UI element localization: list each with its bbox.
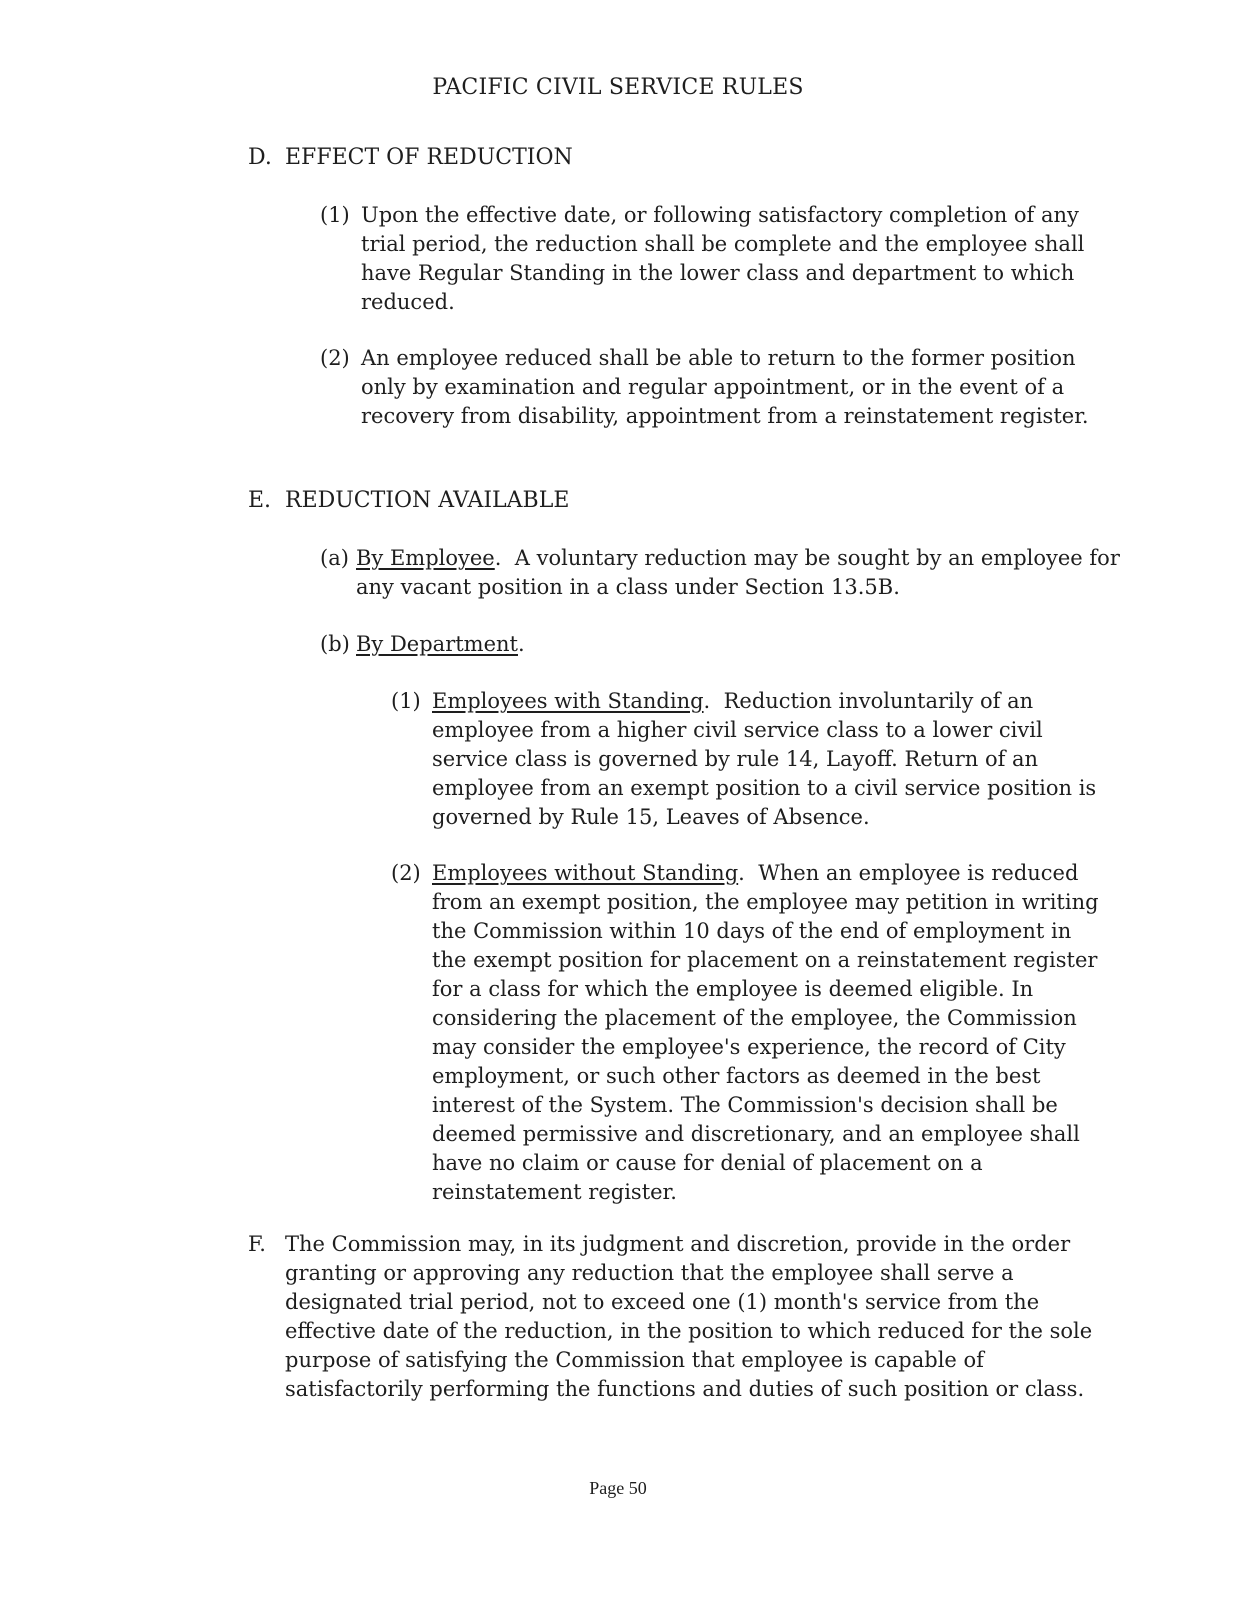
item-b-title: By Department	[356, 632, 518, 656]
item-text: An employee reduced shall be able to return to the former position only by examination and regular appointment, or in the event of a recovery from disability, appointment from a reinstatement register.	[361, 346, 1089, 428]
item-title: Employees with Standing	[432, 689, 704, 713]
section-e-title: REDUCTION AVAILABLE	[285, 488, 570, 513]
section-f-marker: F.	[248, 1232, 266, 1256]
section-d-heading	[248, 143, 573, 172]
section-d-title: EFFECT OF REDUCTION	[285, 145, 573, 170]
item-text: Reduction involuntarily of an employee from a higher civil service class to a lower civil service class is governed by rule 14, Layoff. Return of an employee from an exempt position to a civil service position is governed by Rule 15, Leaves of Absence.	[432, 689, 1097, 829]
section-d-item-2	[320, 344, 1120, 431]
section-e-b-item-2	[391, 859, 1111, 1207]
item-body: By Employee. A voluntary reduction may be sought by an employee for any vacant position in a class under Section 13.5B.	[356, 546, 1120, 599]
item-text: When an employee is reduced from an exempt position, the employee may petition in writing the Commission within 10 days of the end of employment in the exempt position for placement on a reinstatement register for a class for which the employee is deemed eligible. In considering the placement of the employee, the Commission may consider the employee's experience, the record of City employment, or such other factors as deemed in the best interest of the System. The Commission's decision shall be deemed permissive and discretionary, and an employee shall have no claim or cause for denial of placement on a reinstatement register.	[432, 861, 1099, 1204]
section-d-item-1	[320, 201, 1120, 317]
item-marker: (b)	[320, 632, 350, 656]
section-e-item-b	[320, 630, 1120, 659]
section-e-b-item-1	[391, 687, 1111, 832]
section-f-paragraph	[248, 1230, 1120, 1404]
page-header-title: PACIFIC CIVIL SERVICE RULES	[432, 75, 804, 100]
item-body: By Department.	[356, 632, 525, 656]
section-e-marker: E.	[248, 488, 272, 513]
section-e-item-a	[320, 544, 1120, 602]
item-marker: (a)	[320, 546, 349, 570]
section-d-marker: D.	[248, 145, 272, 170]
section-f-text: The Commission may, in its judgment and discretion, provide in the order granting or approving any reduction that the employee shall serve a designated trial period, not to exceed one (1) month's service from the effective date of the reduction, in the position to which reduced for the sole purpose of satisfying the Commission that employee is capable of satisfactorily performing the functions and duties of such position or class.	[285, 1232, 1093, 1401]
item-a-text: A voluntary reduction may be sought by an employee for any vacant position in a class under Section 13.5B.	[356, 546, 1120, 599]
item-marker: (2)	[320, 346, 350, 370]
section-e-heading	[248, 486, 569, 515]
item-body: Employees with Standing. Reduction involuntarily of an employee from a higher civil service class to a lower civil service class is governed by rule 14, Layoff. Return of an employee from an exempt position to a civil service position is governed by Rule 15, Leaves of Absence.	[432, 689, 1097, 829]
page-number: Page 50	[589, 1478, 647, 1498]
item-marker: (1)	[391, 689, 421, 713]
item-title: Employees without Standing	[432, 861, 739, 885]
item-body: Employees without Standing. When an employee is reduced from an exempt position, the employee may petition in writing the Commission within 10 days of the end of employment in the exempt position for placement on a reinstatement register for a class for which the employee is deemed eligible. In considering the placement of the employee, the Commission may consider the employee's experience, the record of City employment, or such other factors as deemed in the best interest of the System. The Commission's decision shall be deemed permissive and discretionary, and an employee shall have no claim or cause for denial of placement on a reinstatement register.	[432, 861, 1099, 1204]
item-a-title: By Employee	[356, 546, 495, 570]
item-marker: (2)	[391, 861, 421, 885]
item-marker: (1)	[320, 203, 350, 227]
item-text: Upon the effective date, or following satisfactory completion of any trial period, the reduction shall be complete and the employee shall have Regular Standing in the lower class and department to which reduced.	[361, 203, 1085, 314]
